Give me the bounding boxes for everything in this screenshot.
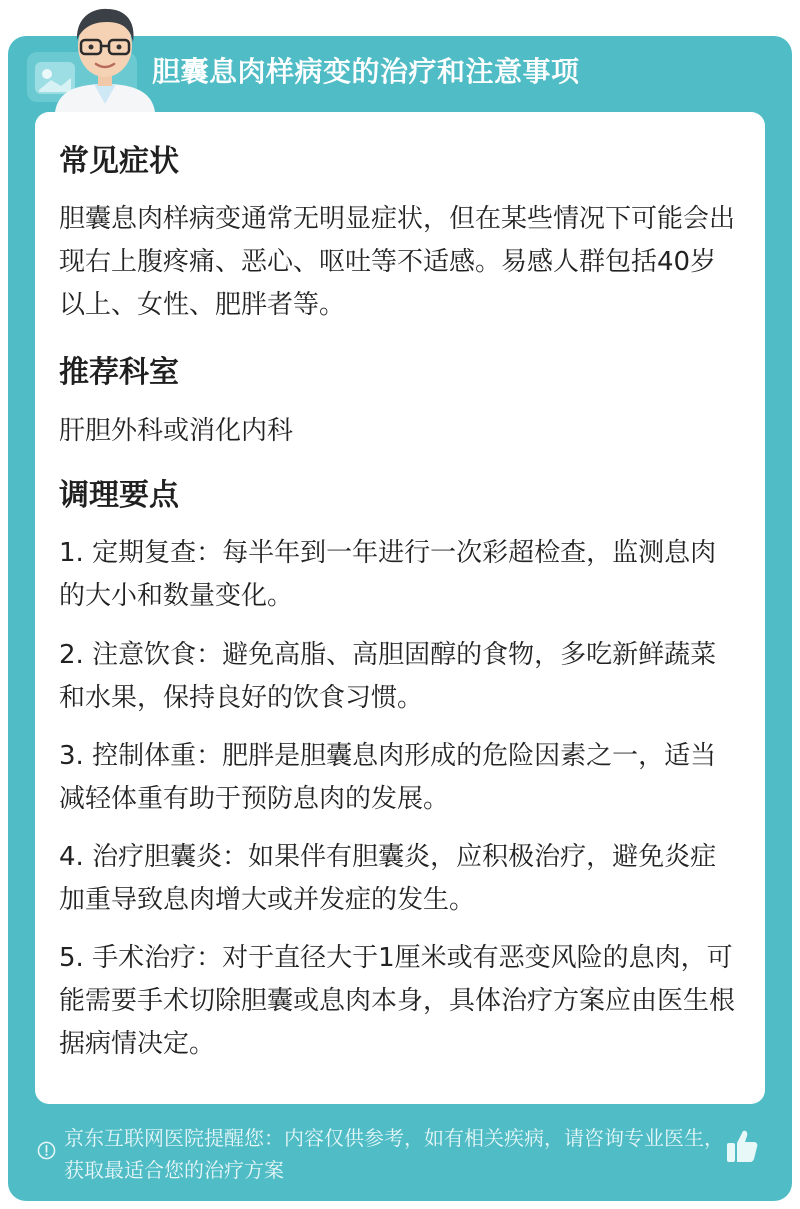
- care-point-3: 3. 控制体重：肥胖是胆囊息肉形成的危险因素之一，适当减轻体重有助于预防息肉的发展。: [59, 741, 717, 814]
- care-point-5: 5. 手术治疗：对于直径大于1厘米或有恶变风险的息肉，可能需要手术切除胆囊或息肉本身，具体治疗方案应由医生根据病情决定。: [59, 943, 736, 1059]
- section-heading-care-points: 调理要点: [59, 478, 179, 513]
- doctor-avatar: [50, 0, 160, 112]
- page-title: 胆囊息肉样病变的治疗和注意事项: [152, 55, 580, 88]
- care-point-2: 2. 注意饮食：避免高脂、高胆固醇的食物，多吃新鲜蔬菜和水果，保持良好的饮食习惯。: [59, 640, 717, 713]
- section-heading-symptoms: 常见症状: [59, 144, 179, 179]
- thumbs-up-icon: [725, 1128, 759, 1164]
- info-icon: [37, 1141, 56, 1160]
- department-text: 肝胆外科或消化内科: [59, 416, 294, 446]
- care-point-1: 1. 定期复查：每半年到一年进行一次彩超检查，监测息肉的大小和数量变化。: [59, 538, 717, 611]
- care-point-4: 4. 治疗胆囊炎：如果伴有胆囊炎，应积极治疗，避免炎症加重导致息肉增大或并发症的发生。: [59, 842, 717, 915]
- section-heading-department: 推荐科室: [59, 355, 179, 390]
- symptoms-text: 胆囊息肉样病变通常无明显症状，但在某些情况下可能会出现右上腹疼痛、恶心、呕吐等不适感。易感人群包括40岁以上、女性、肥胖者等。: [59, 204, 736, 320]
- footer-disclaimer: 京东互联网医院提醒您：内容仅供参考，如有相关疾病，请咨询专业医生，获取最适合您的治疗方案: [64, 1126, 724, 1182]
